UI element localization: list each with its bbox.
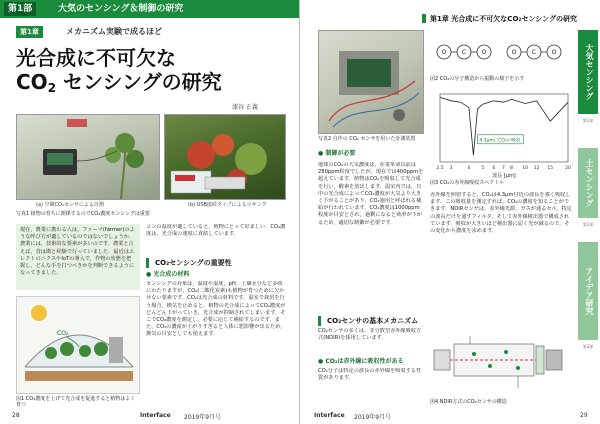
- photo1-caption: 写真1 植物の育ちに関係するのでCO₂濃度センシングは重要: [16, 211, 150, 217]
- part-title: 大気のセンシング＆制御の研究: [58, 4, 184, 14]
- right-body-col2: CO₂センサの多くは，非分散型赤外線吸収方式(NDIR)を採用しています．: [318, 328, 422, 342]
- x-tick-label: 5: [481, 166, 485, 171]
- magazine-name-right: Interface: [314, 412, 345, 419]
- article-title-line2: [16, 66, 222, 95]
- part-label: 第1部: [4, 2, 36, 16]
- figure1-caption: 図1 CO₂濃度を上げて光合成を促進すると植物はよく育つ: [16, 396, 136, 408]
- title-sub-2: 2: [47, 81, 57, 95]
- article-title-line1: 光合成に不可欠な: [16, 46, 176, 70]
- side-tab-soil[interactable]: 土センシング: [578, 148, 598, 218]
- figure2-caption: 図2 CO₂の分子構造から振動の様子を示す: [430, 76, 525, 82]
- svg-text:C: C: [461, 49, 467, 56]
- x-tick-label: 4: [467, 166, 471, 171]
- x-tick-label: 8: [510, 166, 514, 171]
- figure3-caption: 図3 CO₂の赤外線吸収スペクトル: [430, 180, 505, 186]
- x-tick-label: 20: [565, 166, 571, 171]
- x-tick-label: 12: [533, 166, 540, 171]
- subheading-photosynthesis: ● 光合成の材料: [146, 271, 190, 278]
- spectrum-svg: [430, 90, 572, 180]
- chapter-running-header: 第1章 光合成に不可欠なCO₂センシングの研究: [430, 15, 577, 23]
- right-body-col1: 地球のCO₂の大気濃度は，産業革命以前は280ppm程度でしたが，現在では400ppmを超えています．植物はCO₂を吸収して光合成を行い，酸素を放出します．温室内では，日中の光合成によってCO₂濃度が大気より大きく下がることがあり，CO₂施用と呼ばれる補給が行われています．CO₂濃度は1000ppm程度が目安とされ，過剰になると効率が下がるため，適切な制御が必要です．: [318, 162, 424, 226]
- svg-text:O: O: [481, 49, 487, 56]
- diagram-ndir-structure: [430, 326, 572, 398]
- title-rest: センシングの研究: [56, 70, 222, 94]
- svg-text:O: O: [551, 49, 557, 56]
- svg-text:O: O: [511, 49, 517, 56]
- diagram-molecule-vibration: [430, 30, 572, 74]
- svg-text:C: C: [531, 49, 537, 56]
- side-part-2: 第2部: [582, 222, 594, 227]
- ndir-illustration: [430, 326, 572, 398]
- chart-frame: [440, 94, 568, 162]
- photo-tomato-plant: [164, 114, 286, 200]
- section-side-tabs: [578, 30, 598, 340]
- side-tab-ideas[interactable]: アイデア研究: [578, 242, 598, 340]
- page-number-right: 29: [580, 412, 588, 419]
- x-tick-label: 3: [449, 166, 453, 171]
- x-tick-label: 6: [492, 166, 496, 171]
- issue-date-right: 2019年9月号: [354, 414, 392, 421]
- photo-a-illustration: [17, 115, 160, 200]
- molecule-illustration: [430, 30, 572, 74]
- x-tick-label: 15: [547, 166, 554, 171]
- lead-paragraph: 現在，農業に携わる人は，ファーマ(farmer)のような呼び方が適しているのではないでしょうか．農業には，技術的な要素が多いのです．農業と言えば，昔は勘と経験で行っていました．最近はエレクトロニクスやIoTの導入で，作物の状態を把握し，どんな手を打つべきかを判断できるようになってきました．: [16, 224, 140, 290]
- side-tab-atmosphere[interactable]: 大気センシング: [578, 30, 598, 114]
- co2-label: CO₂: [57, 330, 69, 337]
- absorption-spectrum-chart: [430, 90, 572, 180]
- issue-date-left: 2019年9月号: [184, 414, 222, 421]
- right-body-col3: CO₂分子は特定の波長の赤外線を吸収する性質があります．: [318, 368, 422, 382]
- chapter-subtitle: メカニズム実験で成るほど: [66, 27, 162, 36]
- x-tick-label: 2.5: [436, 166, 444, 171]
- side-part-3: 第3部: [582, 344, 594, 349]
- photo-co2-sensor: [16, 114, 160, 200]
- page-number-left: 28: [12, 412, 20, 419]
- x-tick-label: 10: [522, 166, 529, 171]
- body-text-col2: コンの温度が適していると，植物にとって好ましい．CO₂濃度は，光合成の速度に直結しています．: [146, 224, 286, 238]
- right-page: [300, 0, 600, 424]
- title-co: CO: [16, 70, 48, 94]
- x-tick-label: 7: [501, 166, 505, 171]
- magazine-name-left: Interface: [140, 412, 171, 419]
- section-heading-importance: CO₂センシングの重要性: [146, 258, 232, 268]
- chapter-header-marker: [422, 14, 426, 23]
- greenhouse-illustration: [17, 297, 141, 395]
- photo2-caption: 写真2 自作の CO₂ センサを用いた計測装置: [318, 136, 416, 142]
- photo-c-illustration: [319, 31, 424, 134]
- author-name: 漆谷 正義: [232, 104, 258, 111]
- photo-a-caption: (a) 空間CO₂センサによる計測: [36, 202, 104, 208]
- body-text-col3: センシングの対象は，温度や湿度，pH，土壌水分など多岐にわたりますが，CO₂(二酸化炭素)も植物が育つために欠かせない要素です．CO₂は光合成の材料です．温室で栽培を行う場合，換気を止めると，植物の光合成によってCO₂濃度がどんどん下がっていき，光合成が抑制されてしまいます．そこでCO₂濃度を測定し，必要に応じて補給するのです．また，CO₂の濃度が上がりすぎると人体に悪影響が出るため，換気の目安としても使えます．: [146, 281, 286, 338]
- peak-annotation-label: 4.3μmにCO₂の吸収: [479, 138, 521, 144]
- subheading-infrared: ● CO₂は赤外線に吸収性がある: [318, 358, 404, 365]
- section-heading-mechanism: CO₂センサの基本メカニズム: [318, 316, 418, 326]
- side-part-1: 第1部: [582, 118, 594, 123]
- chapter-tag: 第1章: [16, 26, 43, 38]
- photo-b-illustration: [165, 115, 286, 200]
- right-body-col4: 赤外線を照射すると，CO₂は4.3μm付近の波長を強く吸収します．この吸収量を測定すれば，CO₂の濃度を知ることができます．NDIRセンサは，赤外線光源，ガスが通るセル，特定の波長だけを通すフィルタ，そして赤外線検出器で構成されています．吸収が大きいほど検出器に届く光が減るので，その変化から濃度を求めます．: [430, 192, 572, 235]
- subheading-control: ● 制御が必要: [318, 150, 356, 157]
- x-axis-label: 波長 [μm]: [492, 173, 516, 179]
- figure4-caption: 図4 NDIR方式のCO₂センサの構造: [430, 399, 507, 405]
- photo-b-caption: (b) USB接続タイプによるロギング: [188, 202, 267, 208]
- photo-homemade-sensor: [318, 30, 424, 134]
- svg-text:O: O: [441, 49, 447, 56]
- diagram-greenhouse: [16, 296, 140, 394]
